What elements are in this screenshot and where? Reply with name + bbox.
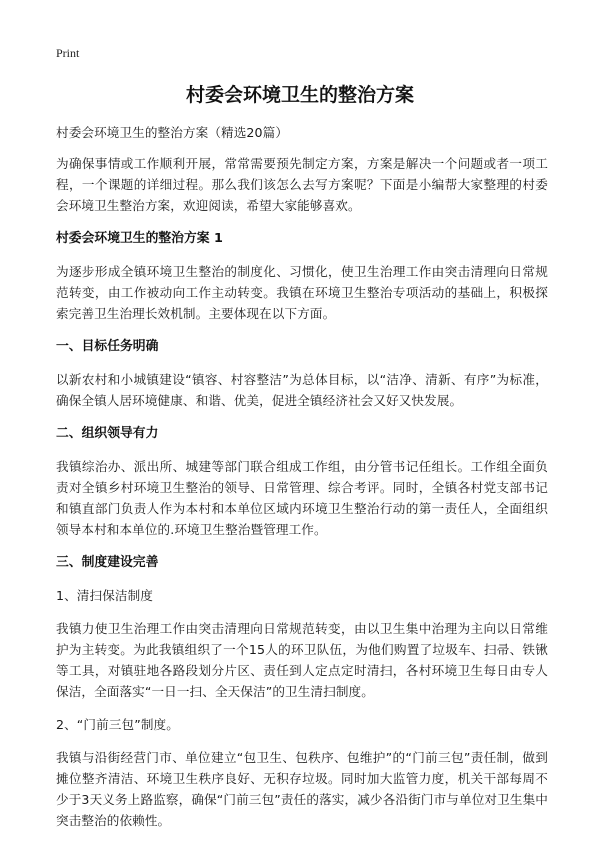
item-1-paragraph: 我镇力使卫生治理工作由突击清理向日常规范转变，由以卫生集中治理为主向以日常维护为主转变。为此我镇组织了一个15人的环卫队伍，为他们购置了垃圾车、扫帚、铁锹等工具，对镇驻地各路段划分片区、责任到人定点定时清扫，各村环境卫生每日由专人保洁，全面落实“一日一扫、全天保洁”的卫生清扫制度。 [56,621,548,699]
section-1-paragraph: 为逐步形成全镇环境卫生整治的制度化、习惯化，使卫生治理工作由突击清理向日常规范转变，由工作被动向工作主动转变。我镇在环境卫生整治专项活动的基础上，积极探索完善卫生治理长效机制。主要体现在以下方面。 [56,264,548,321]
leadership-paragraph: 我镇综治办、派出所、城建等部门联合组成工作组，由分管书记任组长。工作组全面负责对全镇乡村环境卫生整治的领导、日常管理、综合考评。同时，全镇各村党支部书记和镇直部门负责人作为本村和本单位区域内环境卫生整治行动的第一责任人，全面组织领导本村和本单位的.环境卫生整治暨管理工作。 [56,459,548,537]
document-subtitle: 村委会环境卫生的整治方案（精选20篇） [56,125,289,140]
document-title: 村委会环境卫生的整治方案 [185,84,414,106]
heading-system: 三、制度建设完善 [56,555,159,570]
item-1-title: 1、清扫保洁制度 [56,588,153,603]
item-2-paragraph: 我镇与沿街经营门市、单位建立“包卫生、包秩序、包维护”的“门前三包”责任制，做到摊位整齐清洁、环境卫生秩序良好、无积存垃圾。同时加大监管力度，机关干部每周不少于3天义务上路监察，确保“门前三包”责任的落实，减少各沿街门市与单位对卫生集中突击整治的依赖性。 [56,750,548,828]
heading-leadership: 二、组织领导有力 [56,426,159,441]
heading-goals: 一、目标任务明确 [56,339,159,354]
goals-paragraph: 以新农村和小城镇建设“镇容、村容整洁”为总体目标，以“洁净、清新、有序”为标准，确保全镇人居环境健康、和谐、优美，促进全镇经济社会又好又快发展。 [56,372,548,408]
document-body [56,122,548,843]
item-2-title: 2、“门前三包”制度。 [56,717,179,732]
print-label: Print [56,46,80,60]
section-1-title: 村委会环境卫生的整治方案 1 [56,231,223,246]
intro-paragraph: 为确保事情或工作顺利开展，常常需要预先制定方案，方案是解决一个问题或者一项工程，一个课题的详细过程。那么我们该怎么去写方案呢？下面是小编帮大家整理的村委会环境卫生整治方案，欢迎阅读，希望大家能够喜欢。 [56,156,548,213]
